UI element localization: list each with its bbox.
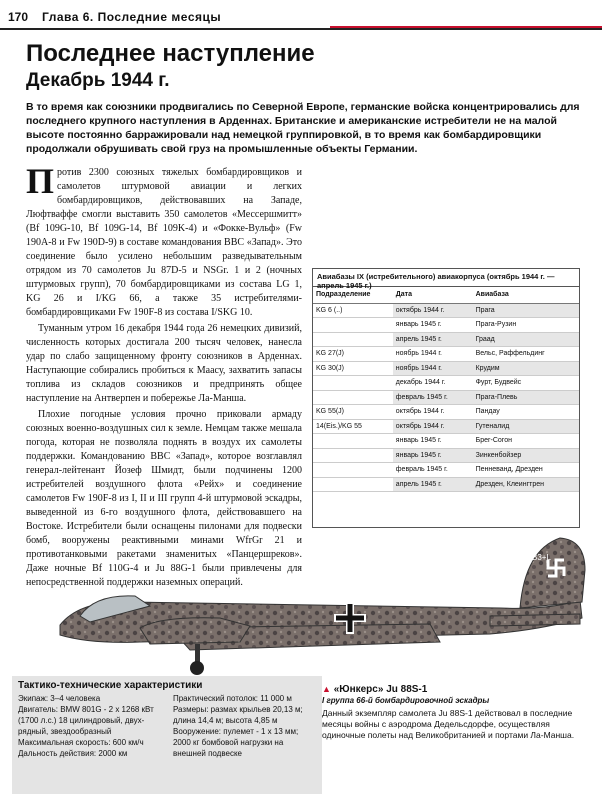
spec-item: Максимальная скорость: 600 км/ч	[18, 738, 144, 747]
table-cell: Прага	[473, 303, 579, 318]
table-cell: октябрь 1944 г.	[393, 405, 473, 420]
table-cell: апрель 1945 г.	[393, 477, 473, 492]
table-header: Авиабаза	[473, 287, 579, 303]
page-title: Последнее наступление	[26, 40, 315, 67]
caption-title-text: «Юнкерс» Ju 88S-1	[333, 684, 428, 695]
table-cell: Дрезден, Клеингтрен	[473, 477, 579, 492]
table-cell	[313, 332, 393, 347]
table-cell: 14(Eis.)/KG 55	[313, 419, 393, 434]
specs-column-right	[173, 693, 316, 759]
table-cell	[313, 390, 393, 405]
page-subtitle: Декабрь 1944 г.	[26, 70, 170, 91]
spec-item: Дальность действия: 2000 км	[18, 749, 128, 758]
table-row	[313, 347, 579, 362]
table-cell: KG 55(J)	[313, 405, 393, 420]
table-cell: KG 30(J)	[313, 361, 393, 376]
table-cell: Прага-Плевь	[473, 390, 579, 405]
spec-item: Экипаж: 3–4 человека	[18, 694, 101, 703]
table-row	[313, 405, 579, 420]
table-cell	[313, 318, 393, 333]
specs-panel	[12, 676, 322, 794]
body-paragraph	[26, 161, 302, 320]
ju88-illustration	[20, 530, 600, 680]
table-cell: KG 6 (..)	[313, 303, 393, 318]
table-cell: январь 1945 г.	[393, 434, 473, 449]
tail-fin	[520, 538, 585, 608]
body-paragraph: Туманным утром 16 декабря 1944 года 26 немецких дивизий, численность которых достигала 200 тысяч человек, нанесла удар по слабо защищенному фронту союзников в Арденнах. Наступающие собирались пробиться к Маасу, захватить запасы топлива из складов союзников и предпринять общее наступление на Антверпен и побережье Ла-Манша.	[26, 323, 302, 404]
caption-subtitle: I группа 66-й бомбардировочной эскадры	[322, 696, 490, 705]
table-cell	[313, 448, 393, 463]
table-cell: февраль 1945 г.	[393, 390, 473, 405]
header-rule	[0, 28, 602, 30]
page-header	[0, 0, 602, 34]
table-cell: KG 27(J)	[313, 347, 393, 362]
table-row	[313, 463, 579, 478]
table-row	[313, 303, 579, 318]
table-row	[313, 477, 579, 492]
table-cell: Зинкенбойзер	[473, 448, 579, 463]
table-row	[313, 318, 579, 333]
tailplane	[490, 614, 580, 626]
table-header: Дата	[393, 287, 473, 303]
engine-nacelle	[140, 618, 250, 644]
table-row	[313, 361, 579, 376]
table-cell: Граад	[473, 332, 579, 347]
table-cell: ноябрь 1944 г.	[393, 347, 473, 362]
table-cell: декабрь 1944 г.	[393, 376, 473, 391]
caption-text: Данный экземпляр самолета Ju 88S-1 действовал в последние месяцы войны с аэродрома Дедельсдорфе, осуществляя одиночные полеты над Великобританией и портами Ла-Манша.	[322, 708, 575, 740]
table-caption: Авиабазы IX (истребительного) авиакорпуса (октябрь 1944 г. — апрель 1945 г.)	[313, 269, 579, 287]
table-cell	[313, 463, 393, 478]
table-cell: Пандау	[473, 405, 579, 420]
illustration-caption	[322, 684, 592, 741]
chapter-title: Глава 6. Последние месяцы	[42, 10, 222, 24]
table-cell: февраль 1945 г.	[393, 463, 473, 478]
specs-column-left	[18, 693, 165, 759]
table-cell: Крудим	[473, 361, 579, 376]
table-cell	[313, 434, 393, 449]
spec-item: Размеры: размах крыльев 20,13 м; длина 14,4 м; высота 4,85 м	[172, 705, 303, 725]
spec-item: Практический потолок: 11 000 м	[172, 694, 292, 703]
table-cell: Пенневанд, Дрезден	[473, 463, 579, 478]
table-cell: Фурт, Будвейс	[473, 376, 579, 391]
paragraph-text: ротив 2300 союзных тяжелых бомбардировщиков и самолетов штурмовой авиации и легких бомбардировщиков, действовавших на Западе, Люфтваффе смогли выставить 350 самолетов «Мессершмитт» (Bf 109G-10, Bf 109G-14, Bf 109K-4) и «Фокке-Вульф» (Fw 190A-8 и Fw 190D-9) в составе командования ВВС «Запад». Это соединение было усилено небольшим разведывательным отрядом из 70 самолетов Ju 87D-5 и NSGr. 1 и 2 (ночных штурмовых групп), 70 бомбардировщиками из состава LG 1, KG 26 и I/KG 66, а также 35 истребителями-бомбардировщиками Fw 190F-8 из состава I/SKG 10.	[26, 167, 302, 318]
airbase-table	[312, 268, 580, 528]
body-column-left	[26, 161, 302, 592]
lead-paragraph: В то время как союзники продвигались по Северной Европе, германские войска концентрировались для последнего крупного наступления в Арденнах. Британские и американские истребители не на малой высоте постоянно барражировали над немецкой группировкой, в то время как бомбардировщики продолжали обрушивать свой груз на промышленные объекты Германии.	[26, 101, 580, 155]
body-paragraph: Плохие погодные условия прочно приковали армаду союзных военно-воздушных сил к земле. Немцам также мешала погода, которая не позволяла поднять в воздух их самолеты поддержки. Командованию ВВС «Запад», которое возглавлял генерал-лейтенант Йозеф Шмидт, были подчинены 1200 истребителей воздушного флота «Рейх» и соединение самолетов Fw 190F-8 из I, II и III групп 4-й штурмовой эскадры, выведенной из 6-го воздушного флота, действовавшего на Востоке. Истребители были оснащены пилонами для подвески бомб, вооружены реактивными минами WfrGr 21 и противотанковыми ракетами знаменитых «Панцершреков». Даже ночные Bf 110G-4 и Ju 88G-1 были привлечены для непосредственной поддержки наземных операций.	[26, 409, 302, 588]
table-cell: Гутеналид	[473, 419, 579, 434]
table-cell: январь 1945 г.	[393, 318, 473, 333]
table-row	[313, 376, 579, 391]
table-cell: октябрь 1944 г.	[393, 303, 473, 318]
page-number: 170	[8, 10, 29, 24]
table-row	[313, 390, 579, 405]
wheel	[190, 661, 204, 675]
table-cell	[313, 477, 393, 492]
table-cell: ноябрь 1944 г.	[393, 361, 473, 376]
table-row	[313, 434, 579, 449]
specs-heading: Тактико-технические характеристики	[18, 680, 203, 691]
table-cell: октябрь 1944 г.	[393, 419, 473, 434]
table-row	[313, 448, 579, 463]
table-cell: Прага-Рузин	[473, 318, 579, 333]
table-cell	[313, 376, 393, 391]
table-cell: январь 1945 г.	[393, 448, 473, 463]
table-header: Подразделение	[313, 287, 393, 303]
table-cell: апрель 1945 г.	[393, 332, 473, 347]
table-cell: Вельс, Раффельдинг	[473, 347, 579, 362]
spec-item: Вооружение: пулемет - 1 x 13 мм; 2000 кг бомбовой нагрузки на внешней подвеске	[172, 727, 299, 758]
caption-title	[322, 684, 592, 695]
triangle-marker-icon: ▲	[322, 684, 331, 694]
table-row	[313, 332, 579, 347]
spec-item: Двигатель: BMW 801G - 2 x 1268 кВт (1700 л.с.) 18 цилиндровый, двух-рядный, звездообразный	[18, 705, 154, 736]
table-cell: Брег-Согон	[473, 434, 579, 449]
table-row	[313, 419, 579, 434]
table	[313, 287, 579, 492]
drop-cap: П	[26, 161, 55, 201]
aircraft-marking: B3+L	[532, 553, 551, 562]
